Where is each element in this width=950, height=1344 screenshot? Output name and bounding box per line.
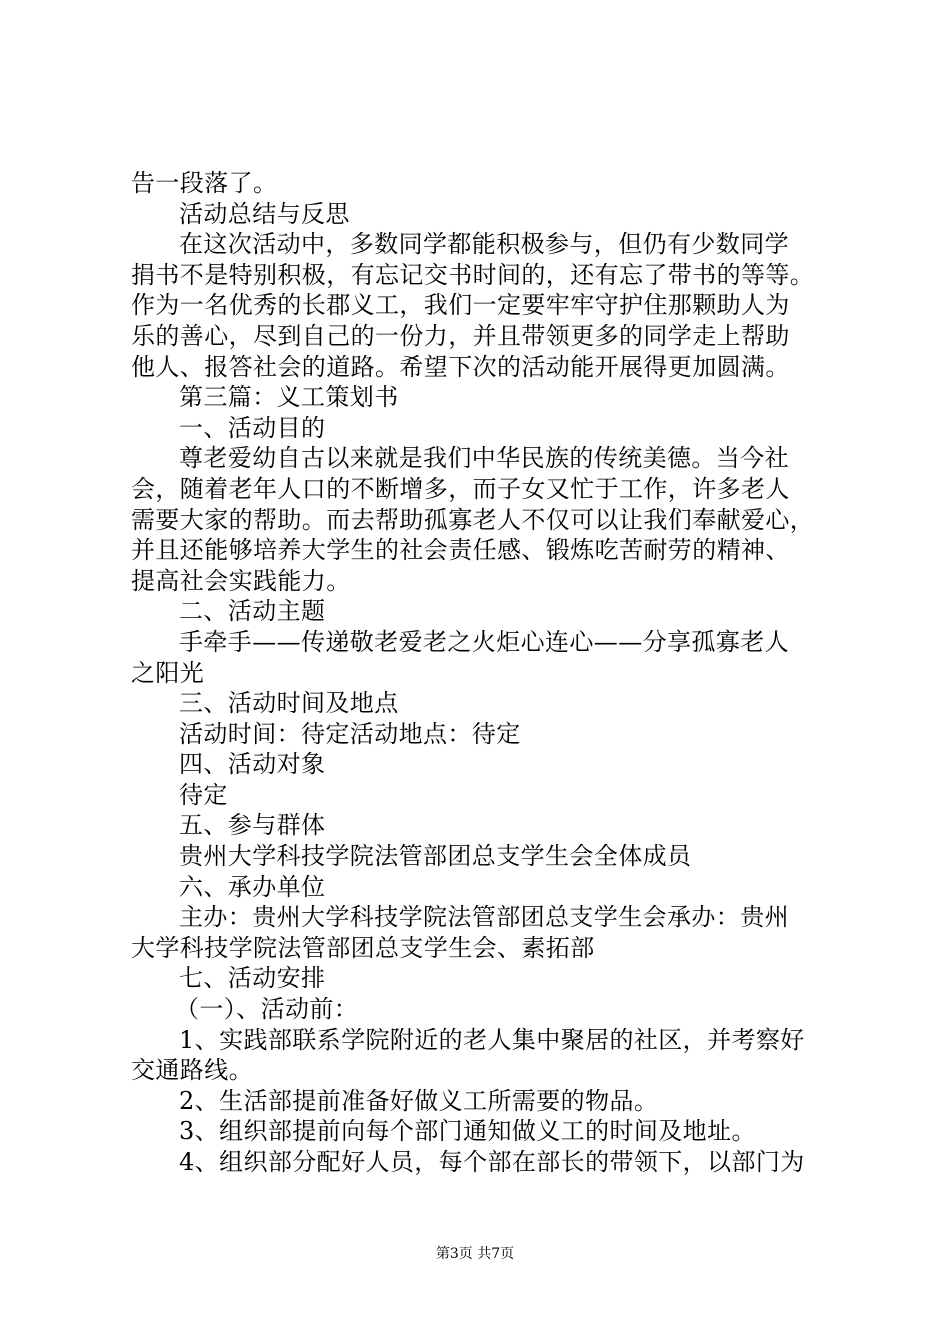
list-item: 2、生活部提前准备好做义工所需要的物品。 (179, 1086, 659, 1115)
text-line: 在这次活动中，多数同学都能积极参与，但仍有少数同学 (179, 230, 789, 259)
section-heading: 第三篇：义工策划书 (179, 383, 399, 412)
document-body (131, 168, 836, 1178)
text-line: 他人、报答社会的道路。希望下次的活动能开展得更加圆满。 (131, 352, 790, 381)
text-line: 尊老爱幼自古以来就是我们中华民族的传统美德。当今社 (179, 444, 789, 473)
list-item: 1、实践部联系学院附近的老人集中聚居的社区，并考察好 (179, 1025, 805, 1054)
section-heading: 七、活动安排 (179, 964, 326, 993)
text-line: 并且还能够培养大学生的社会责任感、锻炼吃苦耐劳的精神、 (131, 536, 790, 565)
section-heading: 五、参与群体 (179, 811, 326, 840)
text-line: 贵州大学科技学院法管部团总支学生会全体成员 (179, 842, 692, 871)
list-item: 3、组织部提前向每个部门通知做义工的时间及地址。 (179, 1117, 756, 1146)
text-line: 之阳光 (131, 658, 205, 687)
text-line: 乐的善心，尽到自己的一份力，并且带领更多的同学走上帮助 (131, 321, 790, 350)
text-line: 需要大家的帮助。而去帮助孤寡老人不仅可以让我们奉献爱心， (131, 505, 815, 534)
text-line: 大学科技学院法管部团总支学生会、素拓部 (131, 933, 595, 962)
section-heading: 二、活动主题 (179, 597, 326, 626)
text-line: 待定 (179, 780, 228, 809)
page-number: 第3页 共7页 (435, 1246, 515, 1262)
text-line: 告一段落了。 (131, 169, 278, 197)
text-line: 手牵手——传递敬老爱老之火炬心连心——分享孤寡老人 (179, 627, 789, 656)
text-line: 会，随着老年人口的不断增多，而子女又忙于工作，许多老人 (131, 474, 790, 503)
text-line: 捐书不是特别积极，有忘记交书时间的，还有忘了带书的等等。 (131, 260, 815, 289)
list-item: 4、组织部分配好人员，每个部在部长的带领下，以部门为 (179, 1148, 805, 1176)
section-heading: 三、活动时间及地点 (179, 689, 399, 718)
text-line: 活动时间：待定活动地点：待定 (179, 719, 521, 748)
text-line: 作为一名优秀的长郡义工，我们一定要牢牢守护住那颗助人为 (131, 291, 790, 320)
text-line: 交通路线。 (131, 1056, 253, 1085)
section-heading: 四、活动对象 (179, 750, 326, 779)
text-line: 活动总结与反思 (179, 199, 350, 228)
text-line: 主办：贵州大学科技学院法管部团总支学生会承办：贵州 (179, 903, 789, 932)
text-line: 提高社会实践能力。 (131, 566, 351, 595)
sub-heading: （一）、活动前： (175, 995, 359, 1024)
section-heading: 六、承办单位 (179, 872, 326, 901)
section-heading: 一、活动目的 (179, 413, 326, 442)
